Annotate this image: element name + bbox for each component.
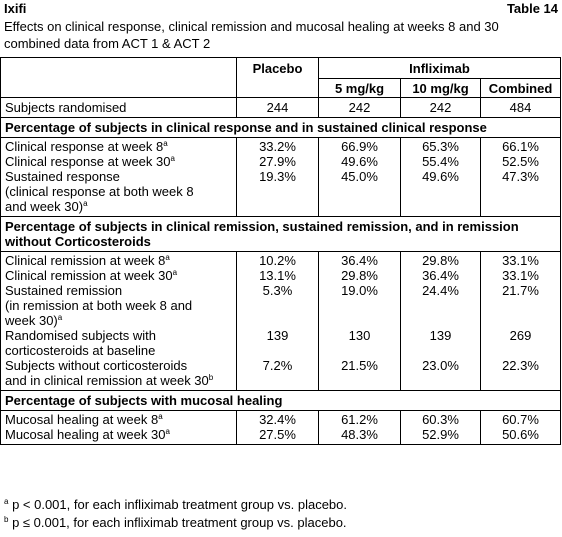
cell-value: 139 [401,328,481,358]
header-empty-cell [1,58,237,79]
cell-value: 244 [237,98,319,118]
cell-value: 7.2% [237,358,319,391]
table-caption [4,18,558,52]
cell-value: 21.5% [319,358,401,391]
row-subjects-randomised [1,98,561,118]
cell-value: 484 [481,98,561,118]
table-row [1,328,561,358]
brand-name: Ixifi [4,1,27,16]
cell-value: 139 [237,328,319,358]
cell-value: 242 [401,98,481,118]
cell-value: 269 [481,328,561,358]
header-row-1 [1,58,561,79]
row-label: Subjects randomised [1,98,237,118]
table-row [1,358,561,391]
table-number: Table 14 [506,1,558,16]
cell-value: 242 [319,98,401,118]
row-label: Sustained response (clinical response at both week 8 and week 30)$^a$ [1,169,237,217]
row-label: Mucosal healing at week 30$^a$ [1,427,237,445]
results-table [0,57,561,445]
cell-value: 66.9% [319,138,401,155]
column-header-10mg: 10 mg/kg [401,79,481,98]
caption-line-2: combined data from ACT 1 & ACT 2 [4,36,211,51]
cell-value: 32.4% [237,411,319,428]
cell-value: 48.3% [319,427,401,445]
cell-value: 29.8% [401,252,481,269]
section-heading-mucosal [1,391,561,411]
row-label: Subjects without corticosteroids and in clinical remission at week 30$^b$ [1,358,237,391]
cell-value: 66.1% [481,138,561,155]
cell-value: 36.4% [401,268,481,283]
cell-value: 50.6% [481,427,561,445]
cell-value: 33.1% [481,268,561,283]
cell-value: 49.6% [401,169,481,217]
footnote-a: $^a$ p < 0.001, for each infliximab treatment group vs. placebo. [4,497,348,512]
section-title: Percentage of subjects with mucosal healing [1,391,561,411]
cell-value: 60.7% [481,411,561,428]
cell-value: 22.3% [481,358,561,391]
cell-value: 55.4% [401,154,481,169]
cell-value: 130 [319,328,401,358]
section-heading-remission [1,217,561,252]
cell-value: 19.0% [319,283,401,328]
cell-value: 52.5% [481,154,561,169]
cell-value: 33.2% [237,138,319,155]
cell-value: 36.4% [319,252,401,269]
table-row [1,268,561,283]
cell-value: 47.3% [481,169,561,217]
cell-value: 5.3% [237,283,319,328]
cell-value: 49.6% [319,154,401,169]
row-label: Clinical remission at week 30$^a$ [1,268,237,283]
row-label: Clinical remission at week 8$^a$ [1,252,237,269]
cell-value: 29.8% [319,268,401,283]
table-row [1,252,561,269]
footnote-b: $^b$ p ≤ 0.001, for each infliximab treatment group vs. placebo. [4,515,347,530]
row-label: Mucosal healing at week 8$^a$ [1,411,237,428]
cell-value: 60.3% [401,411,481,428]
table-row [1,169,561,217]
section-title: Percentage of subjects in clinical remission, sustained remission, and in remission without Corticosteroids [1,217,561,252]
column-header-placebo: Placebo [237,58,319,98]
row-label: Sustained remission (in remission at both week 8 and week 30)$^a$ [1,283,237,328]
cell-value: 65.3% [401,138,481,155]
cell-value: 21.7% [481,283,561,328]
cell-value: 10.2% [237,252,319,269]
header-empty-cell-2 [1,79,237,98]
footnotes [4,496,558,532]
cell-value: 61.2% [319,411,401,428]
row-label: Clinical response at week 8$^a$ [1,138,237,155]
table-row [1,138,561,155]
column-header-5mg: 5 mg/kg [319,79,401,98]
cell-value: 19.3% [237,169,319,217]
cell-value: 27.5% [237,427,319,445]
cell-value: 23.0% [401,358,481,391]
cell-value: 45.0% [319,169,401,217]
section-heading-response [1,118,561,138]
cell-value: 13.1% [237,268,319,283]
table-row [1,427,561,445]
section-title: Percentage of subjects in clinical response and in sustained clinical response [1,118,561,138]
column-header-combined: Combined [481,79,561,98]
row-label: Randomised subjects with corticosteroids at baseline [1,328,237,358]
cell-value: 24.4% [401,283,481,328]
cell-value: 33.1% [481,252,561,269]
table-row [1,154,561,169]
column-header-infliximab: Infliximab [319,58,561,79]
cell-value: 52.9% [401,427,481,445]
table-row [1,411,561,428]
table-row [1,283,561,328]
row-label: Clinical response at week 30$^a$ [1,154,237,169]
cell-value: 27.9% [237,154,319,169]
document-header [4,1,558,17]
caption-line-1: Effects on clinical response, clinical remission and mucosal healing at weeks 8 and 30 [4,19,499,34]
